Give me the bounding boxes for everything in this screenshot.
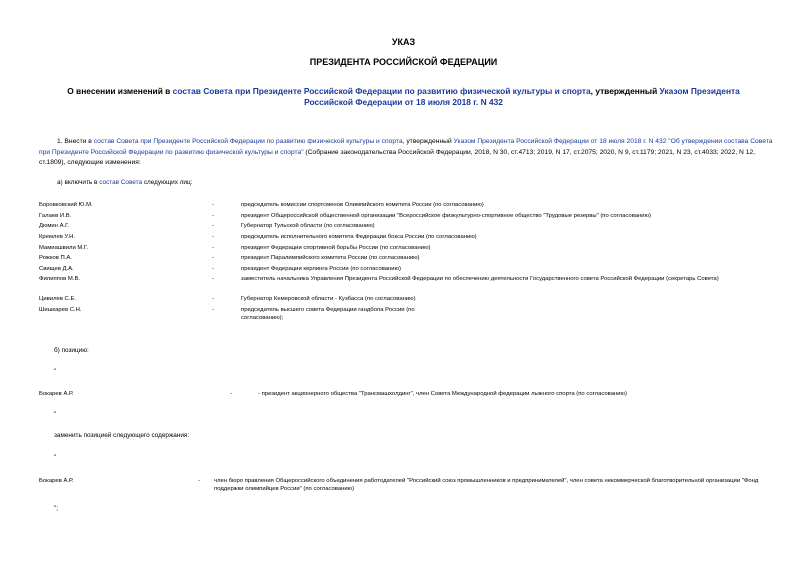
member-role: заместитель начальника Управления Президента Российской Федерации по обеспечению деятельности Государственного совета Российской Федерации (секретарь Совета) <box>241 276 719 282</box>
new-position-role: член бюро правления Общероссийского объединения работодателей "Российский союз промышленников и предпринимателей", член совета некоммерческой благотворительной организации "Фонд поддержки олимпийцев России" (по согласованию) <box>214 478 759 492</box>
paragraph-1-link-decree[interactable]: Указом Президента Российской Федерации от 18 июля 2018 г. N 432 "Об утверждении состава Совета при Президенте Российской Федерации по развитию физической культуры и спорта" <box>39 138 773 156</box>
member-dash: - <box>212 307 214 313</box>
heading-link-decree[interactable]: Указом Президента Российской Федерации от 18 июля 2018 г. N 432 <box>304 86 740 107</box>
member-role: Губернатор Кемеровской области - Кузбасса (по согласованию) <box>241 296 416 302</box>
section-a-text-b: следующих лиц: <box>142 179 193 186</box>
replace-label: заменить позицией следующего содержания: <box>54 432 190 439</box>
member-name: Кремлев У.Н. <box>39 234 75 240</box>
member-dash: - <box>212 265 214 272</box>
paragraph-1-text-b: , утвержденный <box>402 138 454 145</box>
new-position-dash: - <box>198 478 200 484</box>
close-quote: " <box>54 411 57 418</box>
member-role: президент Общероссийской общественной организации "Всероссийское физкультурно-спортивное общество "Трудовые резервы" (по согласованию) <box>241 212 651 219</box>
member-role: Губернатор Тульской области (по согласованию) <box>241 223 375 229</box>
old-position-role: - президент акционерного общества "Трансмашхолдинг", член Совета Международной федерации лыжного спорта (по согласованию) <box>258 391 627 397</box>
member-role: председатель исполнительного комитета Федерации бокса России (по согласованию) <box>241 234 477 240</box>
member-dash: - <box>212 202 214 208</box>
member-dash: - <box>212 223 214 229</box>
member-role: председатель комиссии спортсменов Олимпийского комитета России (по согласованию) <box>241 202 484 208</box>
member-name: Цивилев С.Е. <box>39 296 77 302</box>
old-position-name: Бокарев А.Р. <box>39 391 74 397</box>
section-b-label: б) позицию: <box>54 347 89 354</box>
section-a-text-a: а) включить в <box>57 179 100 186</box>
member-role: президент Федерации керлинга России (по согласованию) <box>241 265 401 272</box>
member-dash: - <box>212 255 214 261</box>
paragraph-1-link-council[interactable]: состав Совета при Президенте Российской Федерации по развитию физической культуры и спорта <box>93 138 403 145</box>
member-role: президент Федерации спортивной борьбы России (по согласованию) <box>241 244 431 251</box>
heading-link-council[interactable]: состав Совета при Президенте Российской Федерации по развитию физической культуры и спорта <box>172 86 591 96</box>
section-a-label <box>57 178 192 188</box>
member-name: Свищев Д.А. <box>39 265 74 272</box>
end-quote: "; <box>54 505 59 512</box>
new-position-name: Бокарев А.Р. <box>39 478 74 484</box>
member-dash: - <box>212 296 214 302</box>
open-quote: " <box>54 368 57 375</box>
section-a-link-council[interactable]: состав Совета <box>99 179 143 186</box>
old-position-dash: - <box>230 391 232 397</box>
member-role: президент Паралимпийского комитета России (по согласованию) <box>241 255 420 261</box>
member-name: Филиппов М.В. <box>39 276 81 282</box>
member-dash: - <box>212 244 214 251</box>
member-name: Шишкарев С.Н. <box>39 307 82 313</box>
member-dash: - <box>212 276 214 282</box>
heading-prefix: О внесении изменений в <box>67 86 173 96</box>
member-name: Рожков П.А. <box>39 255 72 261</box>
member-name: Боровковский Ю.М. <box>39 202 93 208</box>
decree-issuer: ПРЕЗИДЕНТА РОССИЙСКОЙ ФЕДЕРАЦИИ <box>309 57 498 67</box>
member-name: Галаев И.В. <box>39 212 72 219</box>
paragraph-1-text-c: (Собрание законодательства Российской Федерации, 2018, N 30, ст.4713; 2019, N 17, ст.2075; 2020, N 9, ст.1179; 2021, N 23, ст.4033; 2022, N 12, ст.1809), следующие изменения: <box>39 148 756 166</box>
paragraph-1 <box>39 137 779 169</box>
open-quote-2: " <box>54 454 57 461</box>
decree-heading <box>50 86 757 108</box>
paragraph-1-text-a: 1. Внести в <box>57 138 94 145</box>
heading-middle: , утвержденный <box>590 86 660 96</box>
member-dash: - <box>212 212 214 219</box>
member-name: Дюмин А.Г. <box>39 223 70 229</box>
decree-title: УКАЗ <box>391 37 416 47</box>
member-name: Мамиашвили М.Г. <box>39 244 89 251</box>
member-role: председатель высшего совета Федерации гандбола России (по согласованию); <box>241 307 415 321</box>
member-dash: - <box>212 234 214 240</box>
